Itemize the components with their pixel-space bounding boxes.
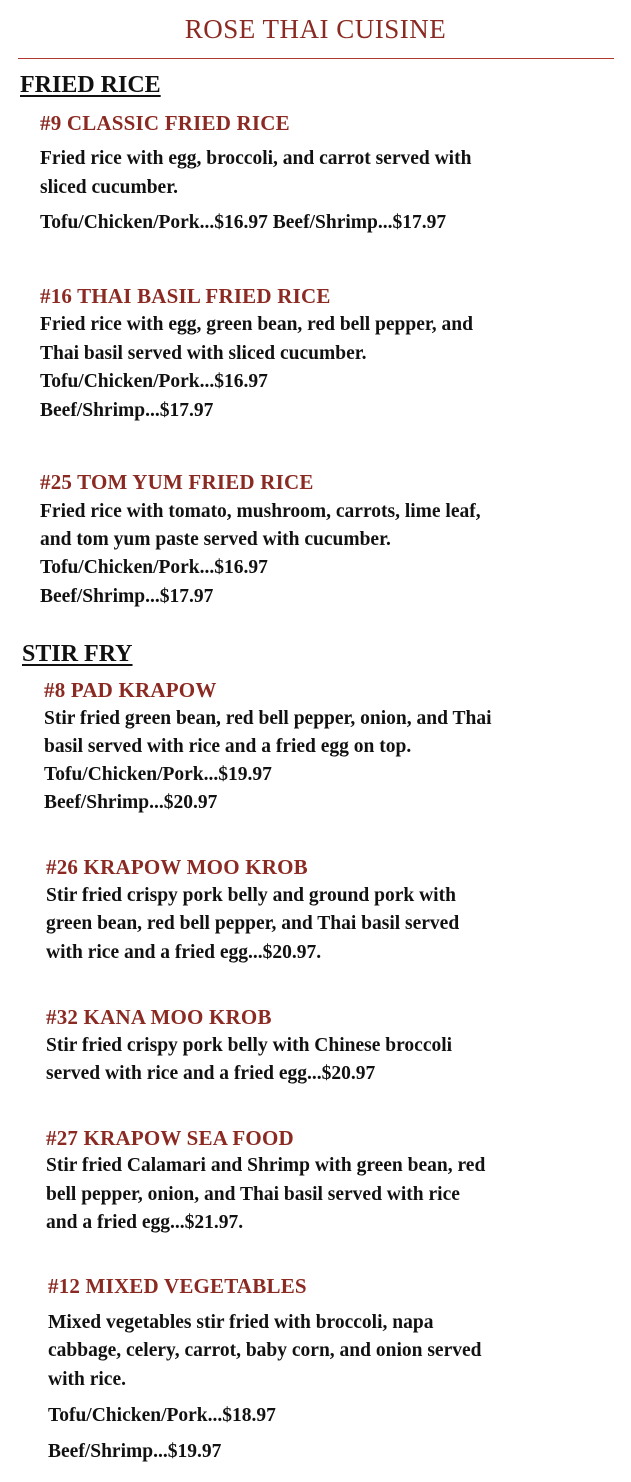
menu-item-price: Tofu/Chicken/Pork...$18.97	[48, 1405, 276, 1426]
menu-item-description: with rice.	[48, 1369, 126, 1390]
menu-item-price: Tofu/Chicken/Pork...$16.97 Beef/Shrimp...$17.97	[40, 212, 447, 233]
menu-item-price: Beef/Shrimp...$17.97	[40, 400, 214, 421]
menu-item-price: Tofu/Chicken/Pork...$19.97	[44, 764, 272, 785]
menu-item-price: and a fried egg...$21.97.	[46, 1212, 244, 1233]
menu-item-description: Stir fried green bean, red bell pepper, onion, and Thai	[44, 708, 492, 729]
menu-item-price: Beef/Shrimp...$20.97	[44, 792, 218, 813]
menu-item-price: Beef/Shrimp...$19.97	[48, 1441, 222, 1462]
menu-item-title: #16 THAI BASIL FRIED RICE	[40, 284, 331, 308]
section-heading-stir-fry: STIR FRY	[22, 641, 133, 667]
menu-item-title: #25 TOM YUM FRIED RICE	[40, 470, 314, 494]
menu-item-price: Tofu/Chicken/Pork...$16.97	[40, 557, 268, 578]
menu-item-description: Thai basil served with sliced cucumber.	[40, 343, 367, 364]
menu-item-title: #9 CLASSIC FRIED RICE	[40, 111, 290, 135]
menu-item-description: cabbage, celery, carrot, baby corn, and onion served	[48, 1340, 482, 1361]
menu-item-title: #12 MIXED VEGETABLES	[48, 1274, 307, 1298]
menu-item-description: and tom yum paste served with cucumber.	[40, 529, 391, 550]
menu-item-price: with rice and a fried egg...$20.97.	[46, 942, 322, 963]
menu-item-title: #26 KRAPOW MOO KROB	[46, 855, 308, 879]
section-heading-fried-rice: FRIED RICE	[20, 72, 161, 98]
menu-title: ROSE THAI CUISINE	[184, 14, 447, 44]
title-divider	[18, 58, 614, 59]
menu-item-description: basil served with rice and a fried egg on top.	[44, 736, 412, 757]
menu-item-price: Tofu/Chicken/Pork...$16.97	[40, 371, 268, 392]
menu-item-description: Stir fried crispy pork belly with Chinese broccoli	[46, 1035, 453, 1056]
menu-item-description: green bean, red bell pepper, and Thai basil served	[46, 913, 460, 934]
menu-item-title: #8 PAD KRAPOW	[44, 678, 217, 702]
menu-item-title: #27 KRAPOW SEA FOOD	[46, 1126, 294, 1150]
menu-item-price: served with rice and a fried egg...$20.97	[46, 1063, 376, 1084]
menu-item-description: Stir fried Calamari and Shrimp with green bean, red	[46, 1155, 486, 1176]
menu-item-description: Fried rice with egg, broccoli, and carrot served with	[40, 148, 472, 169]
menu-item-description: Mixed vegetables stir fried with broccoli, napa	[48, 1312, 434, 1333]
menu-item-description: Stir fried crispy pork belly and ground pork with	[46, 885, 456, 906]
menu-item-description: Fried rice with egg, green bean, red bell pepper, and	[40, 314, 473, 335]
menu-item-description: bell pepper, onion, and Thai basil served with rice	[46, 1184, 460, 1205]
menu-item-description: Fried rice with tomato, mushroom, carrots, lime leaf,	[40, 501, 481, 522]
menu-item-price: Beef/Shrimp...$17.97	[40, 586, 214, 607]
menu-item-title: #32 KANA MOO KROB	[46, 1005, 272, 1029]
menu-item-description: sliced cucumber.	[40, 177, 178, 198]
